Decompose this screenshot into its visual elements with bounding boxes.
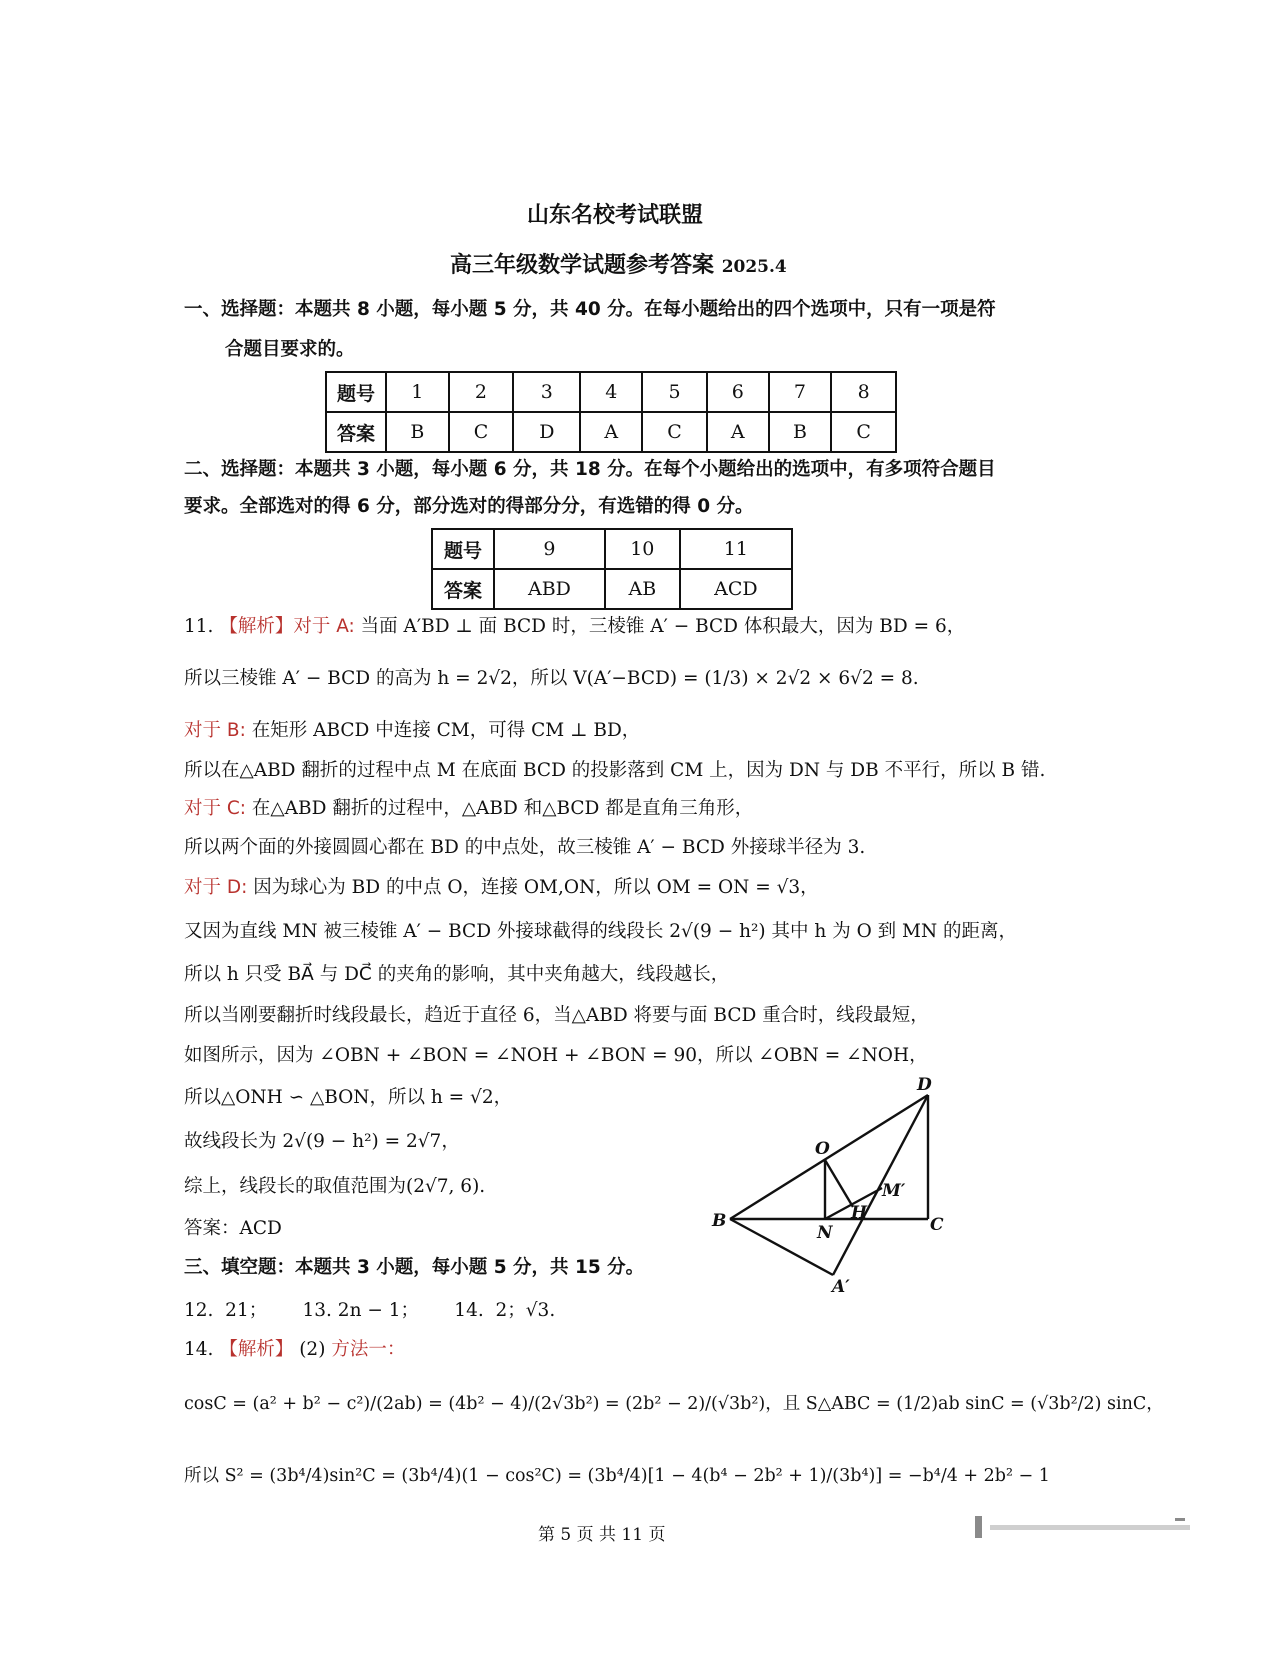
q11-line-4: 所以在△ABD 翻折的过程中点 M 在底面 BCD 的投影落到 CM 上，因为 DN 与 DB 不平行，所以 B 错. [184,760,1046,781]
question-number: 14. [184,1339,214,1360]
point-label-b: B [712,1211,727,1231]
q14-header [184,1335,405,1361]
table-cell: ACD [680,569,792,609]
section1-heading-line2: 合题目要求的。 [225,339,355,360]
point-label-d: D [917,1075,932,1095]
solution-text: 当面 A′BD ⊥ 面 BCD 时，三棱锥 A′ − BCD 体积最大，因为 BD = 6， [360,616,966,637]
table-cell: C [642,412,707,452]
answer-key-title [450,248,787,279]
point-label-h: H [851,1203,868,1223]
page-number: 第 5 页 共 11 页 [538,1525,666,1545]
q11-line-7 [184,873,819,899]
table-cell: 9 [494,529,605,569]
table-cell: ABD [494,569,605,609]
case-label: 对于 C: [184,798,247,819]
q14-equation-1: cosC = (a² + b² − c²)/(2ab) = (4b² − 4)/(2√3b²) = (2b² − 2)/(√3b²)，且 S△ABC = (1/2)ab sinC = (√3b²/2) sinC， [184,1394,1164,1414]
q11-line-3 [184,716,640,742]
table-cell: 8 [831,372,896,412]
fill-in-answers: 12. 21； 13. 2n − 1； 14. 2；√3. [184,1300,556,1321]
table-cell: A [707,412,769,452]
q11-line-15: 答案：ACD [184,1218,282,1239]
table-cell: 4 [580,372,642,412]
part-label: (2) [299,1339,326,1360]
q11-line-8: 又因为直线 MN 被三棱锥 A′ − BCD 外接球截得的线段长 2√(9 − h²) 其中 h 为 O 到 MN 的距离， [184,921,1018,942]
table-row [326,372,896,412]
table-row [432,529,792,569]
section1-heading-line1: 一、选择题：本题共 8 小题，每小题 5 分，共 40 分。在每小题给出的四个选项中，只有一项是符 [184,299,996,320]
method-label: 方法一： [331,1339,406,1360]
question-number: 11. [184,616,214,637]
section1-answer-table [325,371,897,453]
table-row-label: 题号 [432,529,494,569]
q11-line-12: 所以△ONH ∽ △BON，所以 h = √2， [184,1087,513,1108]
point-label-n: N [817,1223,833,1243]
table-cell: D [513,412,580,452]
geometry-figure [712,1075,965,1300]
solution-text: 在△ABD 翻折的过程中，△ABD 和△BCD 都是直角三角形， [251,798,754,819]
q11-line-11: 如图所示，因为 ∠OBN + ∠BON = ∠NOH + ∠BON = 90，所以 ∠OBN = ∠NOH， [184,1045,928,1066]
table-row-label: 答案 [432,569,494,609]
solution-text: 在矩形 ABCD 中连接 CM，可得 CM ⊥ BD， [251,720,641,741]
table-cell: 5 [642,372,707,412]
q11-line-9: 所以 h 只受 BA⃗ 与 DC⃗ 的夹角的影响，其中夹角越大，线段越长， [184,964,730,985]
table-cell: 2 [449,372,514,412]
solution-label: 【解析】对于 A: [219,616,355,637]
exam-union-title: 山东名校考试联盟 [527,203,704,228]
table-cell: 11 [680,529,792,569]
point-label-c: C [930,1215,944,1235]
scrollbar-end-marker [1175,1518,1185,1521]
solution-text: 因为球心为 BD 的中点 O，连接 OM,ON，所以 OM = ON = √3， [253,877,819,898]
table-cell: 7 [769,372,832,412]
table-cell: A [580,412,642,452]
exam-date: 2025.4 [721,257,787,277]
q11-line-6: 所以两个面的外接圆圆心都在 BD 的中点处，故三棱锥 A′ − BCD 外接球半径为 3. [184,837,866,858]
segment-ad [833,1095,928,1275]
table-row-label: 题号 [326,372,386,412]
segment-oh [825,1160,853,1207]
table-cell: 1 [386,372,449,412]
q11-line-5 [184,794,753,820]
table-row [432,569,792,609]
section2-answer-table [431,528,793,610]
answer-key-subtitle: 高三年级数学试题参考答案 [450,253,715,278]
section2-heading-line1: 二、选择题：本题共 3 小题，每小题 6 分，共 18 分。在每个小题给出的选项中，有多项符合题目 [184,459,996,480]
point-label-a: A′ [832,1277,850,1297]
table-row-label: 答案 [326,412,386,452]
table-cell: 10 [605,529,680,569]
section3-heading: 三、填空题：本题共 3 小题，每小题 5 分，共 15 分。 [184,1257,645,1278]
point-label-o: O [815,1139,830,1159]
section2-heading-line2: 要求。全部选对的得 6 分，部分选对的得部分分，有选错的得 0 分。 [184,496,754,517]
q11-line-13: 故线段长为 2√(9 − h²) = 2√7， [184,1131,460,1152]
table-cell: C [449,412,514,452]
table-cell: B [769,412,832,452]
table-cell: 3 [513,372,580,412]
table-cell: 6 [707,372,769,412]
scrollbar-track[interactable] [990,1525,1190,1530]
table-cell: B [386,412,449,452]
q11-line-14: 综上，线段长的取值范围为(2√7, 6). [184,1176,486,1197]
q14-equation-2: 所以 S² = (3b⁴/4)sin²C = (3b⁴/4)(1 − cos²C) = (3b⁴/4)[1 − 4(b⁴ − 2b² + 1)/(3b⁴)] = −b⁴/4 + 2b² − 1 [184,1466,1050,1486]
q11-line-10: 所以当刚要翻折时线段最长，趋近于直径 6，当△ABD 将要与面 BCD 重合时，线段最短， [184,1005,929,1026]
q11-line-2: 所以三棱锥 A′ − BCD 的高为 h = 2√2，所以 V(A′−BCD) = (1/3) × 2√2 × 6√2 = 8. [184,668,919,689]
case-label: 对于 B: [184,720,246,741]
point-label-m: M′ [882,1181,906,1201]
table-cell: AB [605,569,680,609]
table-row [326,412,896,452]
case-label: 对于 D: [184,877,248,898]
table-cell: C [831,412,896,452]
scrollbar-handle[interactable] [975,1516,982,1538]
q11-line-1 [184,612,965,638]
solution-label: 【解析】 [219,1339,294,1360]
